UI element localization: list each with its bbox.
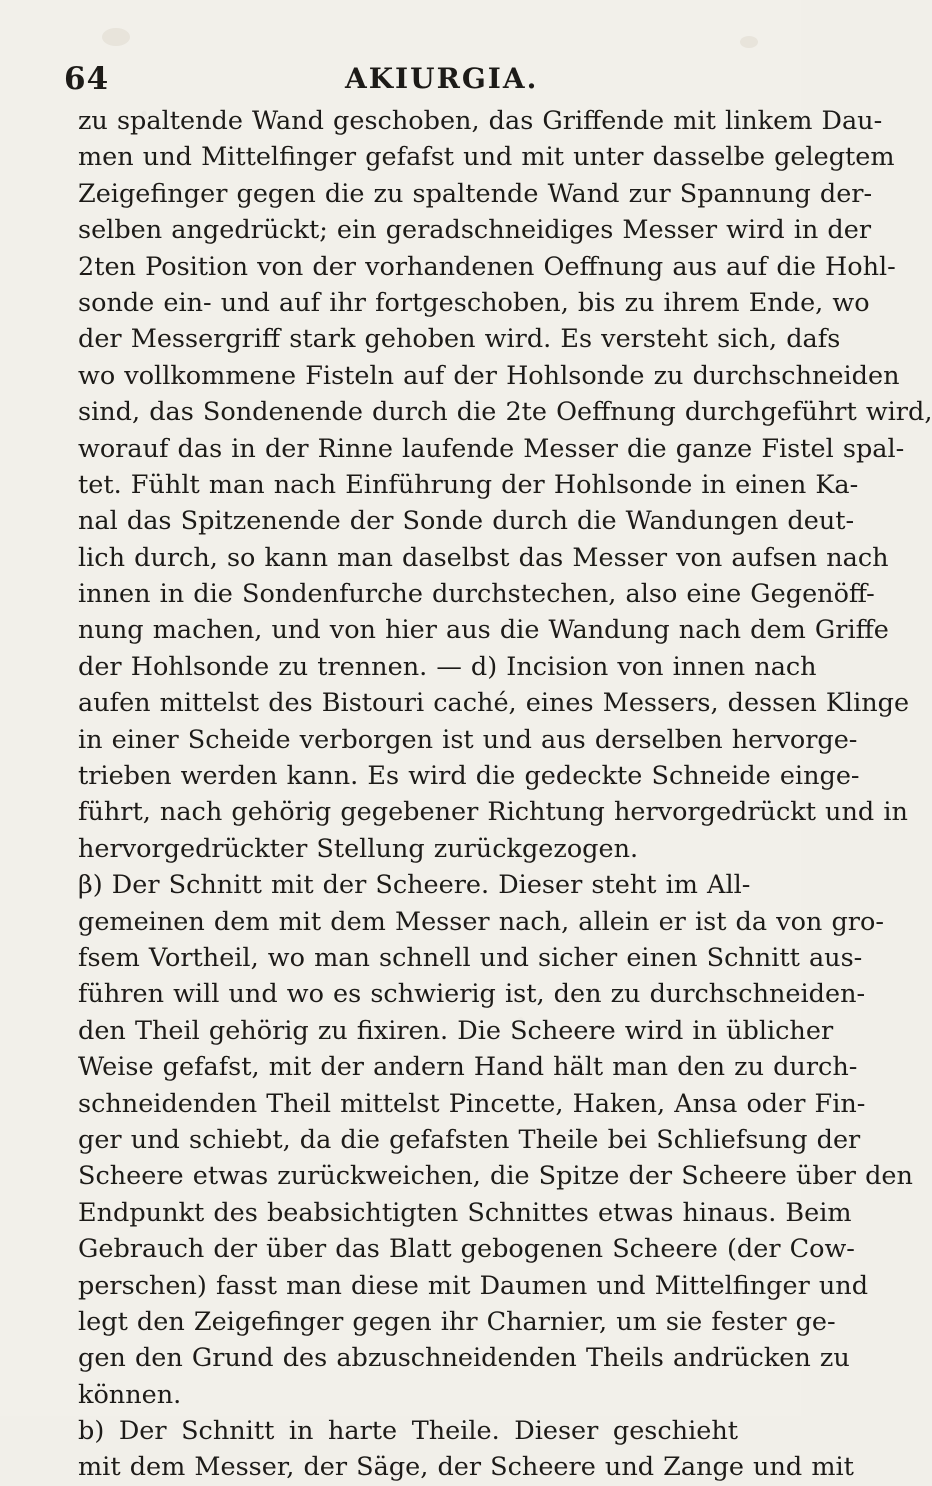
text-line: sind, das Sondenende durch die 2te Oeffnung durchgeführt wird, bbox=[78, 397, 932, 428]
text-line: Weise gefafst, mit der andern Hand hält man den zu durch- bbox=[78, 1052, 858, 1083]
text-line: innen in die Sondenfurche durchstechen, also eine Gegenöff- bbox=[78, 579, 875, 610]
text-line: sonde ein- und auf ihr fortgeschoben, bis zu ihrem Ende, wo bbox=[78, 287, 870, 318]
text-line: Endpunkt des beabsichtigten Schnittes etwas hinaus. Beim bbox=[78, 1197, 852, 1228]
text-line: zu spaltende Wand geschoben, das Griffende mit linkem Dau- bbox=[78, 106, 883, 136]
text-line: Gebrauch der über das Blatt gebogenen Scheere (der Cow- bbox=[78, 1234, 855, 1265]
text-line: in einer Scheide verborgen ist und aus derselben hervorge- bbox=[78, 724, 858, 755]
text-line: können. bbox=[78, 1379, 182, 1410]
text-line: b) Der Schnitt in harte Theile. Dieser geschieht bbox=[78, 1416, 738, 1447]
text-line: mit dem Messer, der Säge, der Scheere und Zange und mit bbox=[78, 1452, 854, 1483]
text-line: nung machen, und von hier aus die Wandung nach dem Griffe bbox=[78, 615, 889, 646]
text-line: legt den Zeigefinger gegen ihr Charnier, um sie fester ge- bbox=[78, 1306, 836, 1337]
text-line: der Hohlsonde zu trennen. — d) Incision von innen nach bbox=[78, 651, 817, 682]
text-line: gemeinen dem mit dem Messer nach, allein er ist da von gro- bbox=[78, 906, 884, 937]
text-line: β) Der Schnitt mit der Scheere. Dieser steht im All- bbox=[78, 870, 751, 901]
text-line: selben angedrückt; ein geradschneidiges Messer wird in der bbox=[78, 215, 872, 246]
running-title: AKIURGIA. bbox=[345, 62, 539, 95]
text-line: den Theil gehörig zu fixiren. Die Scheere wird in üblicher bbox=[78, 1015, 834, 1046]
paper-stain bbox=[102, 28, 130, 46]
text-line: hervorgedrückter Stellung zurückgezogen. bbox=[78, 833, 639, 864]
text-line: schneidenden Theil mittelst Pincette, Haken, Ansa oder Fin- bbox=[78, 1088, 866, 1119]
text-line: trieben werden kann. Es wird die gedeckte Schneide einge- bbox=[78, 761, 860, 792]
text-line: Scheere etwas zurückweichen, die Spitze der Scheere über den bbox=[78, 1161, 913, 1192]
text-line: perschen) fasst man diese mit Daumen und Mittelfinger und bbox=[78, 1270, 869, 1301]
text-line: men und Mittelfinger gefafst und mit unter dasselbe gelegtem bbox=[78, 142, 895, 173]
text-line: nal das Spitzenende der Sonde durch die Wandungen deut- bbox=[78, 506, 855, 537]
text-line: fsem Vortheil, wo man schnell und sicher einen Schnitt aus- bbox=[78, 942, 863, 973]
text-line: Zeigefinger gegen die zu spaltende Wand zur Spannung der- bbox=[78, 178, 873, 209]
page-header bbox=[64, 58, 539, 100]
text-line: 2ten Position von der vorhandenen Oeffnung aus auf die Hohl- bbox=[78, 251, 896, 282]
text-line: der Messergriff stark gehoben wird. Es versteht sich, dafs bbox=[78, 324, 841, 355]
page-number: 64 bbox=[64, 61, 110, 97]
text-line: gen den Grund des abzuschneidenden Theils andrücken zu bbox=[78, 1343, 850, 1374]
text-line: aufen mittelst des Bistouri caché, eines Messers, dessen Klinge bbox=[78, 688, 910, 719]
text-line: ger und schiebt, da die gefafsten Theile bei Schliefsung der bbox=[78, 1124, 861, 1155]
body-text bbox=[78, 103, 932, 1486]
text-line: führt, nach gehörig gegebener Richtung hervorgedrückt und in bbox=[78, 797, 908, 828]
text-line: tet. Fühlt man nach Einführung der Hohlsonde in einen Ka- bbox=[78, 469, 859, 500]
text-line: führen will und wo es schwierig ist, den zu durchschneiden- bbox=[78, 979, 866, 1010]
paper-stain bbox=[740, 36, 758, 48]
text-line: wo vollkommene Fisteln auf der Hohlsonde zu durchschneiden bbox=[78, 360, 900, 391]
text-line: worauf das in der Rinne laufende Messer die ganze Fistel spal- bbox=[78, 433, 905, 464]
text-line: lich durch, so kann man daselbst das Messer von aufsen nach bbox=[78, 542, 889, 573]
